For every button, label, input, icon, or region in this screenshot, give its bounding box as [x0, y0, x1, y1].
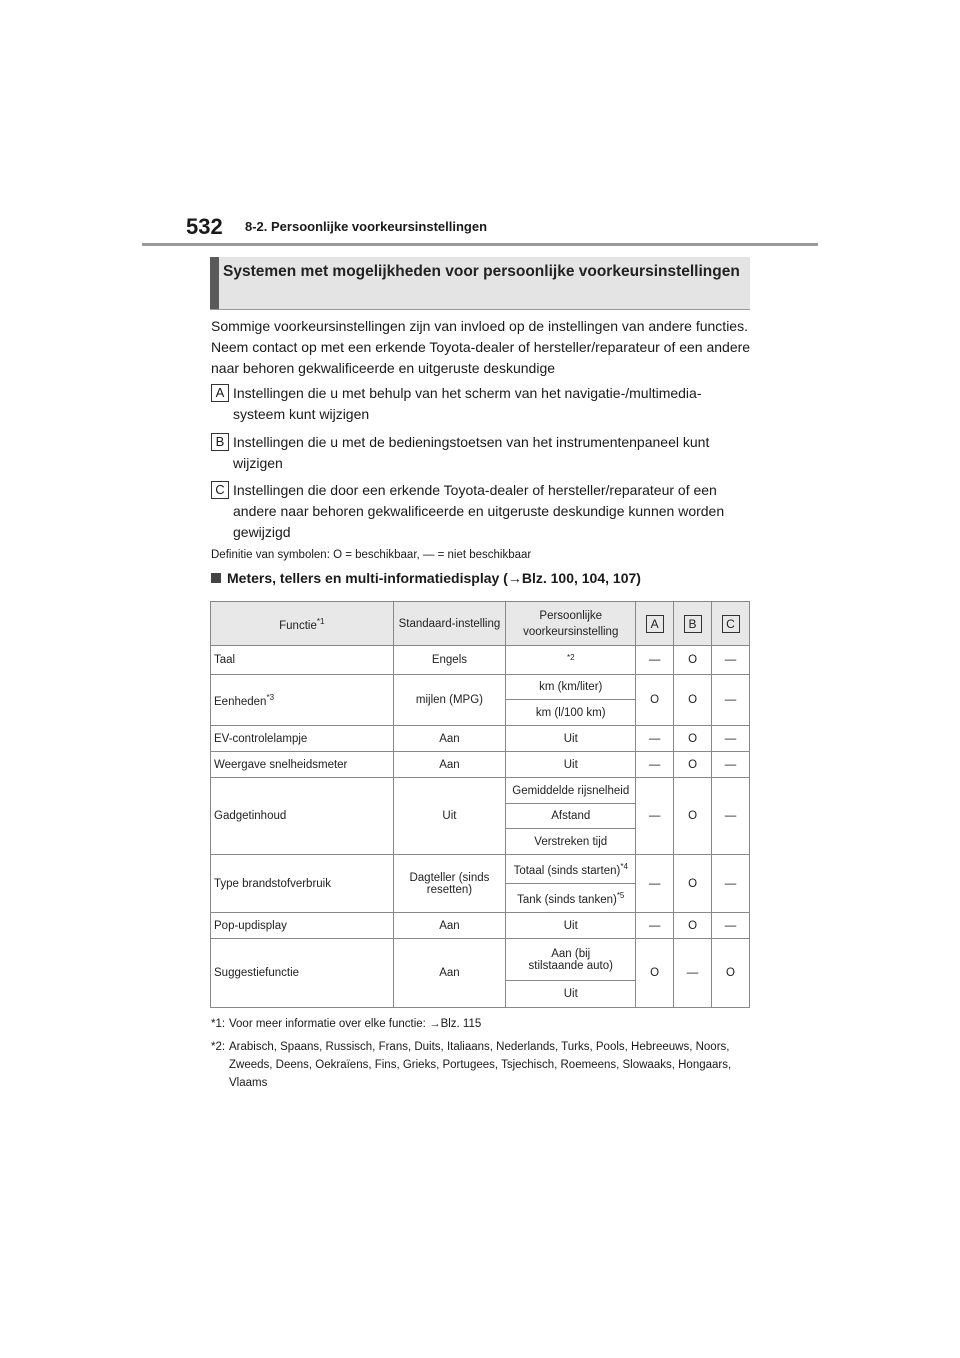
subheading-text: Meters, tellers en multi-informatiedisplay (→Blz. 100, 104, 107)	[227, 570, 641, 586]
table-row: Suggestiefunctie Aan Aan (bij stilstaande auto) O — O	[211, 939, 750, 981]
footnote-1: *1: Voor meer informatie over elke functie: →Blz. 115	[211, 1018, 482, 1030]
symbol-definitions: Definitie van symbolen: O = beschikbaar, — = niet beschikbaar	[211, 549, 532, 561]
item-c	[211, 480, 751, 543]
item-text-c: Instellingen die door een erkende Toyota-dealer of hersteller/reparateur of een andere naar behoren gekwalificeerde en uitgeruste deskundige kunnen worden gewijzigd	[233, 482, 725, 540]
table-row: Type brandstofverbruik Dagteller (sinds resetten) Totaal (sinds starten)$^{*4}$ — O —	[211, 855, 750, 884]
settings-table	[210, 601, 750, 1008]
intro-paragraph: Sommige voorkeursinstellingen zijn van invloed op de instellingen van andere functies. Neem contact op met een erkende Toyota-dealer of hersteller/reparateur of een andere naar behoren gekwalificeerde en uitgeruste deskundige	[211, 318, 751, 376]
footnote-2: *2: Arabisch, Spaans, Russisch, Frans, Duits, Italiaans, Nederlands, Turks, Pools, Hebreeuws, Noors, Zweeds, Deens, Oekraïens, Fins, Grieks, Portugees, Tsjechisch, Roemeens, Slowaaks, Hongaars, Vlaams	[211, 1041, 732, 1089]
table-row: Afstand	[211, 804, 750, 829]
table-header-row	[211, 602, 750, 646]
table-row: Weergave snelheidsmeter Aan Uit — O —	[211, 752, 750, 778]
table-row: Taal Engels $^{*2}$ — O —	[211, 646, 750, 675]
square-bullet-icon	[211, 573, 221, 583]
item-b	[211, 432, 751, 474]
item-text-a: Instellingen die u met behulp van het scherm van het navigatie-/multimedia-systeem kunt wijzigen	[233, 385, 702, 422]
table-row: Gadgetinhoud Uit Gemiddelde rijsnelheid — O —	[211, 778, 750, 804]
header-b: B	[674, 602, 712, 646]
table-row: km (l/100 km)	[211, 700, 750, 726]
header-default: Standaard-instelling	[393, 602, 506, 646]
header-personal: Persoonlijke voorkeursinstelling	[506, 602, 636, 646]
table-row: Eenheden$^{*3}$ mijlen (MPG) km (km/liter) O O —	[211, 675, 750, 700]
subheading	[211, 570, 641, 586]
table-row: EV-controlelampje Aan Uit — O —	[211, 726, 750, 752]
item-a	[211, 383, 751, 425]
item-label-b: B	[211, 433, 229, 451]
item-label-c: C	[211, 481, 229, 499]
table-row: Tank (sinds tanken)$^{*5}$	[211, 884, 750, 913]
header-function: Functie$^{*1}$	[211, 602, 394, 646]
header-c: C	[712, 602, 750, 646]
box-heading-bar	[210, 257, 219, 309]
header-a: A	[636, 602, 674, 646]
section-title: 8-2. Persoonlijke voorkeursinstellingen	[245, 219, 488, 234]
table-row: Pop-updisplay Aan Uit — O —	[211, 913, 750, 939]
item-text-b: Instellingen die u met de bedieningstoetsen van het instrumentenpaneel kunt wijzigen	[233, 434, 710, 471]
box-heading	[210, 257, 750, 310]
item-label-a: A	[211, 384, 229, 402]
table-row: Uit	[211, 981, 750, 1008]
box-heading-text: Systemen met mogelijkheden voor persoonlijke voorkeursinstellingen	[223, 263, 740, 280]
page-number: 532	[186, 214, 223, 239]
table-row: Verstreken tijd	[211, 829, 750, 855]
header-rule	[142, 243, 818, 246]
